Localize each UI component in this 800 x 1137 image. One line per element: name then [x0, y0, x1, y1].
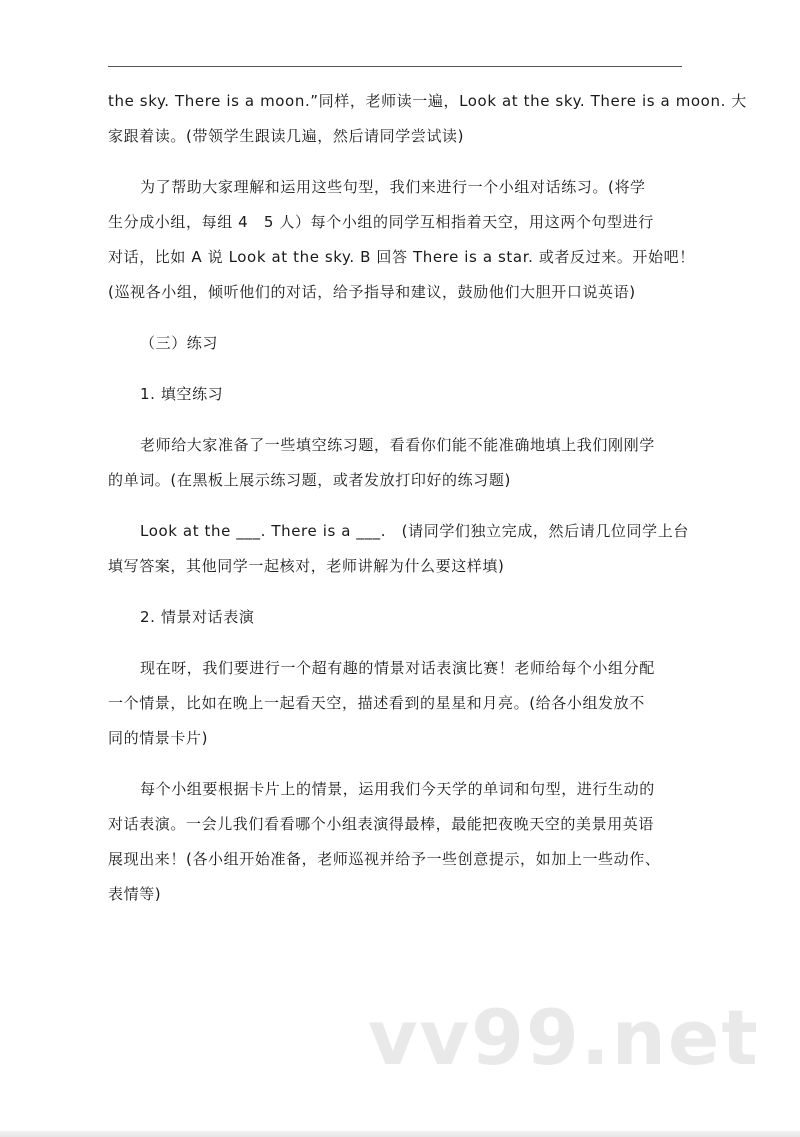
text-line: 老师给大家准备了一些填空练习题，看看你们能不能准确地填上我们刚刚学	[140, 436, 655, 454]
text-line: 的单词。(在黑板上展示练习题，或者发放打印好的练习题)	[108, 471, 511, 489]
text-line: 同的情景卡片)	[108, 729, 209, 747]
text-line: 每个小组要根据卡片上的情景，运用我们今天学的单词和句型，进行生动的	[140, 780, 655, 798]
paragraph-read-along	[108, 84, 747, 154]
text-line: 对话，比如 A 说 Look at the sky. B 回答 There is a star. 或者反过来。开始吧！	[108, 248, 695, 266]
text-line: 现在呀，我们要进行一个超有趣的情景对话表演比赛！老师给每个小组分配	[140, 659, 655, 677]
paragraph-fill-blank-intro	[108, 428, 686, 498]
paragraph-role-play-detail	[108, 772, 686, 912]
subsection-heading-role-play: 2. 情景对话表演	[140, 608, 255, 626]
text-line: 表情等)	[108, 885, 162, 903]
watermark: vv99.net	[368, 993, 760, 1082]
text-line: 对话表演。一会儿我们看看哪个小组表演得最棒，最能把夜晚天空的美景用英语	[108, 815, 655, 833]
text-line: the sky. There is a moon.”同样，老师读一遍，Look at the sky. There is a moon. 大	[108, 92, 747, 110]
text-line: 填写答案，其他同学一起核对，老师讲解为什么要这样填)	[108, 557, 505, 575]
document-body	[108, 84, 747, 912]
paragraph-role-play-intro	[108, 651, 686, 756]
text-line: 生分成小组，每组 4 5 人）每个小组的同学互相指着天空，用这两个句型进行	[108, 213, 654, 231]
text-line: (巡视各小组，倾听他们的对话，给予指导和建议，鼓励他们大胆开口说英语)	[108, 283, 636, 301]
text-line: 一个情景，比如在晚上一起看天空，描述看到的星星和月亮。(给各小组发放不	[108, 694, 645, 712]
text-line: 家跟着读。(带领学生跟读几遍，然后请同学尝试读)	[108, 127, 465, 145]
subsection-heading-fill-blank: 1. 填空练习	[140, 385, 224, 403]
paragraph-group-dialogue	[108, 170, 695, 310]
text-line: 展现出来！(各小组开始准备，老师巡视并给予一些创意提示，如加上一些动作、	[108, 850, 661, 868]
page-bottom-edge	[0, 1131, 800, 1137]
paragraph-fill-blank-exercise	[108, 514, 689, 584]
text-line: Look at the ___. There is a ___. (请同学们独立完成，然后请几位同学上台	[140, 522, 689, 540]
text-line: 为了帮助大家理解和运用这些句型，我们来进行一个小组对话练习。(将学	[140, 178, 646, 196]
header-rule	[108, 66, 682, 67]
section-heading-practice: （三）练习	[140, 334, 219, 352]
